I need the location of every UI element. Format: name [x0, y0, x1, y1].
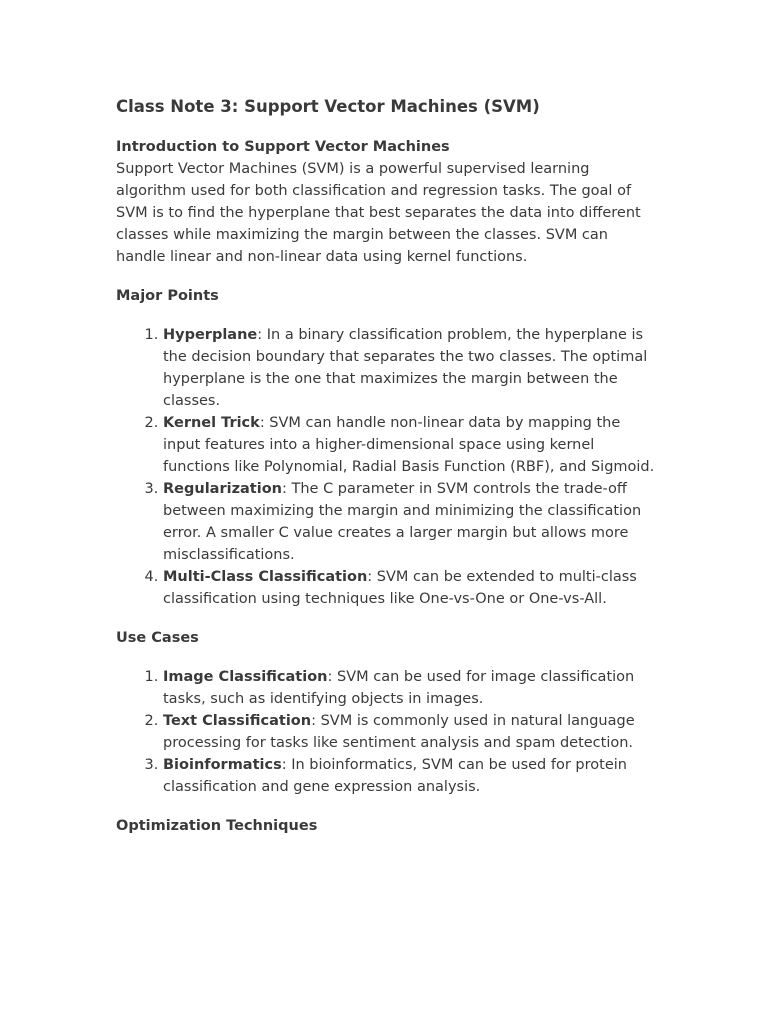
- intro-heading: Introduction to Support Vector Machines: [116, 139, 450, 155]
- use-cases-list: [116, 666, 656, 798]
- list-item-term: Image Classification: [163, 669, 328, 685]
- list-item-term: Kernel Trick: [163, 415, 260, 431]
- list-item-term: Regularization: [163, 481, 282, 497]
- list-item-text: : In a binary classification problem, the hyperplane is the decision boundary that separates the two classes. The optimal hyperplane is the one that maximizes the margin between the classes.: [163, 327, 648, 409]
- major-points-list: [116, 324, 656, 610]
- list-item: [163, 478, 656, 566]
- list-item: [163, 412, 656, 478]
- list-item-text: : The C parameter in SVM controls the trade-off between maximizing the margin and minimizing the classification error. A smaller C value creates a larger margin but allows more misclassifications.: [163, 481, 642, 563]
- page-title: Class Note 3: Support Vector Machines (SVM): [116, 97, 540, 116]
- intro-paragraph: Support Vector Machines (SVM) is a powerful supervised learning algorithm used for both classification and regression tasks. The goal of SVM is to find the hyperplane that best separates the data into different classes while maximizing the margin between the classes. SVM can handle linear and non-linear data using kernel functions.: [116, 161, 641, 265]
- list-item-text: : SVM can be extended to multi-class classification using techniques like One-vs-One or One-vs-All.: [163, 569, 637, 607]
- list-item-text: : SVM can handle non-linear data by mapping the input features into a higher-dimensional space using kernel functions like Polynomial, Radial Basis Function (RBF), and Sigmoid.: [163, 415, 655, 475]
- list-item: [163, 666, 656, 710]
- use-cases-heading: Use Cases: [116, 630, 199, 646]
- optimization-heading: Optimization Techniques: [116, 818, 318, 834]
- list-item-term: Multi-Class Classification: [163, 569, 368, 585]
- list-item: [163, 566, 656, 610]
- list-item-term: Hyperplane: [163, 327, 258, 343]
- list-item: [163, 754, 656, 798]
- major-points-heading: Major Points: [116, 288, 219, 304]
- list-item-text: : SVM can be used for image classification tasks, such as identifying objects in images.: [163, 669, 635, 707]
- list-item: [163, 324, 656, 412]
- list-item-term: Bioinformatics: [163, 757, 282, 773]
- list-item-text: : SVM is commonly used in natural language processing for tasks like sentiment analysis and spam detection.: [163, 713, 635, 751]
- list-item-text: : In bioinformatics, SVM can be used for protein classification and gene expression analysis.: [163, 757, 627, 795]
- list-item-term: Text Classification: [163, 713, 312, 729]
- list-item: [163, 710, 656, 754]
